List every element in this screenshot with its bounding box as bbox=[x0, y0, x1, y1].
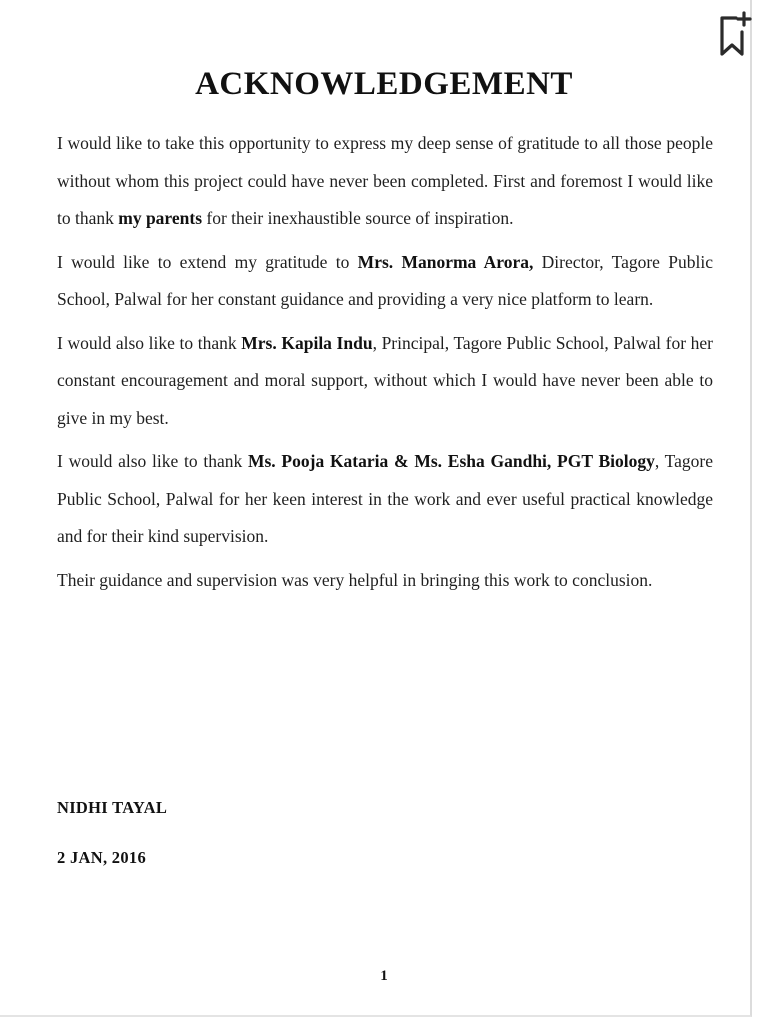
bold-text: Mrs. Kapila Indu bbox=[241, 332, 373, 353]
paragraph-text: I would also like to thank bbox=[57, 451, 248, 471]
paragraph bbox=[57, 125, 713, 238]
signature-date: 2 JAN, 2016 bbox=[57, 848, 147, 867]
paragraph-text: , Principal, Tagore Public School, Palwal for her constant encouragement and moral support, without which I would have never been able to give in my best. bbox=[57, 332, 713, 428]
page-number: 1 bbox=[380, 968, 388, 984]
bold-text: Mrs. Manorma Arora, bbox=[357, 251, 534, 272]
paragraph bbox=[57, 325, 713, 438]
signature-name: NIDHI TAYAL bbox=[57, 798, 168, 817]
paragraph-text: , Tagore Public School, Palwal for her keen interest in the work and ever useful practical knowledge and for their kind supervision. bbox=[57, 451, 713, 546]
paragraph bbox=[57, 244, 713, 319]
page-title: ACKNOWLEDGEMENT bbox=[195, 66, 573, 102]
paragraph-text: Their guidance and supervision was very helpful in bringing this work to conclusion. bbox=[57, 569, 653, 590]
bold-text: Ms. Pooja Kataria & Ms. Esha Gandhi, PGT Biology bbox=[247, 451, 655, 471]
paragraph-text: I would like to extend my gratitude to bbox=[57, 251, 358, 272]
paragraph-text: Director, Tagore Public School, Palwal for her constant guidance and providing a very nice platform to learn. bbox=[57, 251, 713, 309]
bold-text: my parents bbox=[118, 208, 203, 228]
acknowledgement-body bbox=[57, 125, 713, 605]
paragraph bbox=[57, 562, 713, 600]
paragraph-text: I would also like to thank bbox=[57, 332, 242, 353]
bookmark-add-icon bbox=[716, 10, 754, 60]
paragraph-text: for their inexhaustible source of inspiration. bbox=[202, 208, 514, 228]
paragraph bbox=[57, 443, 713, 556]
bookmark-add-button[interactable] bbox=[716, 10, 754, 60]
paragraph-text: I would like to take this opportunity to express my deep sense of gratitude to all those people without whom this project could have never been completed. First and foremost I would like to thank bbox=[57, 133, 713, 228]
